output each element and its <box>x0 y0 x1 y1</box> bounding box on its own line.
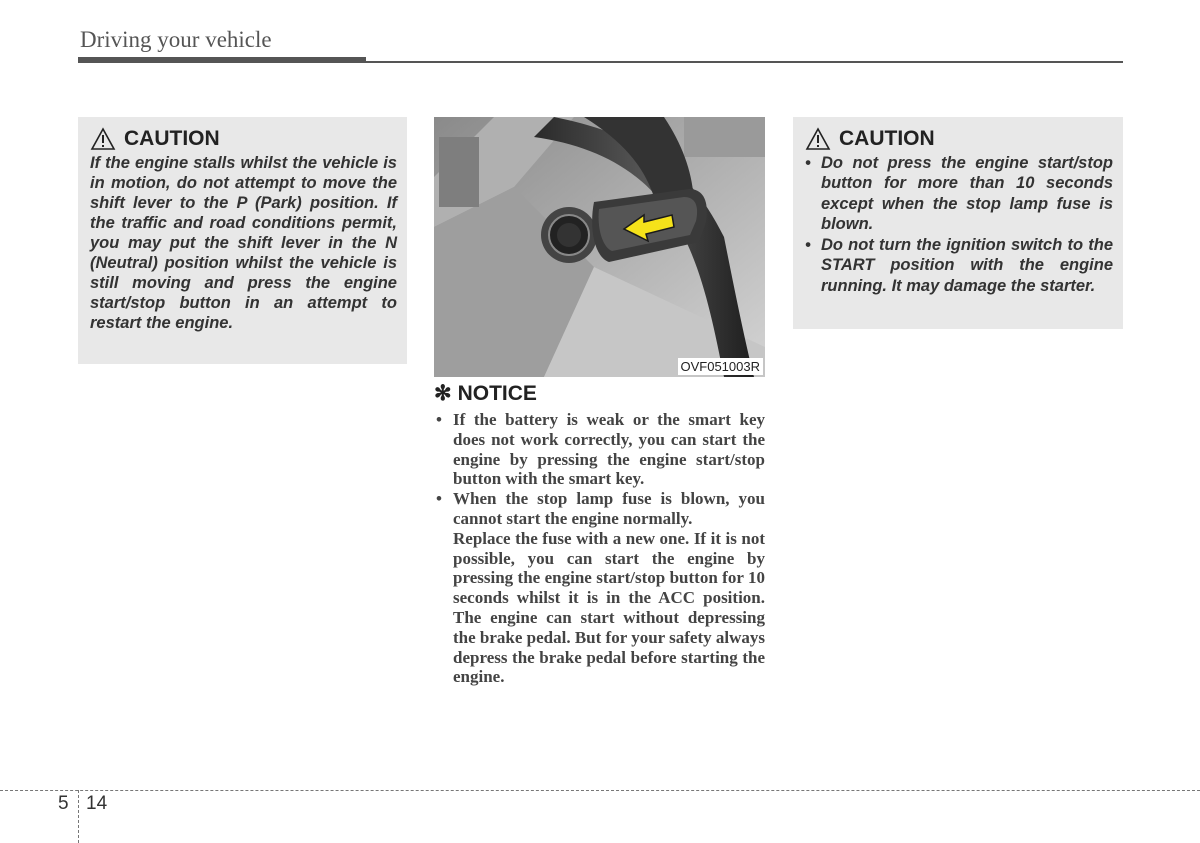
chapter-number: 5 <box>58 793 69 814</box>
caution-box-left <box>78 117 407 364</box>
warning-triangle-icon <box>90 127 116 151</box>
page-number: 14 <box>86 793 108 814</box>
notice-item: • When the stop lamp fuse is blown, you cannot start the engine normally. Replace the fuse with a new one. If it is not possible, you can start the engine by pressing the engine start/stop button for 10 seconds whilst it is in the ACC position. The engine can start without depressing the brake pedal. But for your safety always depress the brake pedal before starting the engine. <box>434 489 765 687</box>
notice-item-continued: Replace the fuse with a new one. If it is not possible, you can start the engine by pressing the engine start/stop button for 10 seconds whilst it is in the ACC position. The engine can start without depressing the brake pedal. But for your safety always depress the brake pedal before starting the engine. <box>453 528 765 687</box>
smart-key-figure <box>434 117 765 377</box>
notice-heading <box>434 381 765 406</box>
caution-heading <box>805 127 1113 151</box>
notice-star-icon: ✻ <box>434 382 452 405</box>
caution-item: • Do not turn the ignition switch to the START position with the engine running. It may damage the starter. <box>805 235 1113 296</box>
warning-triangle-icon <box>805 127 831 151</box>
caution-heading-label: CAUTION <box>839 127 935 150</box>
figure-code: OVF051003R <box>678 358 764 375</box>
footer-dashed-rule <box>0 790 1200 791</box>
notice-heading-label: NOTICE <box>457 381 537 405</box>
caution-heading <box>90 127 397 151</box>
smart-key-start-button-illustration <box>434 117 765 377</box>
caution-heading-label: CAUTION <box>124 127 220 150</box>
header-rule-thick <box>78 57 366 63</box>
caution-box-right <box>793 117 1123 329</box>
caution-list <box>805 153 1113 296</box>
header-rule-thin <box>366 61 1123 63</box>
caution-text: If the engine stalls whilst the vehicle is in motion, do not attempt to move the shift lever to the P (Park) position. If the traffic and road conditions permit, you may put the shift lever in the N (Neutral) position whilst the vehicle is still moving and press the engine start/stop button in an attempt to restart the engine. <box>90 154 397 332</box>
page-header-title: Driving your vehicle <box>80 27 272 52</box>
footer-vertical-dashed-rule <box>78 790 79 843</box>
notice-list <box>434 410 765 687</box>
notice-section <box>434 381 765 687</box>
notice-item: • If the battery is weak or the smart key does not work correctly, you can start the engine by pressing the engine start/stop button with the smart key. <box>434 410 765 489</box>
caution-item: • Do not press the engine start/stop button for more than 10 seconds except when the stop lamp fuse is blown. <box>805 153 1113 234</box>
